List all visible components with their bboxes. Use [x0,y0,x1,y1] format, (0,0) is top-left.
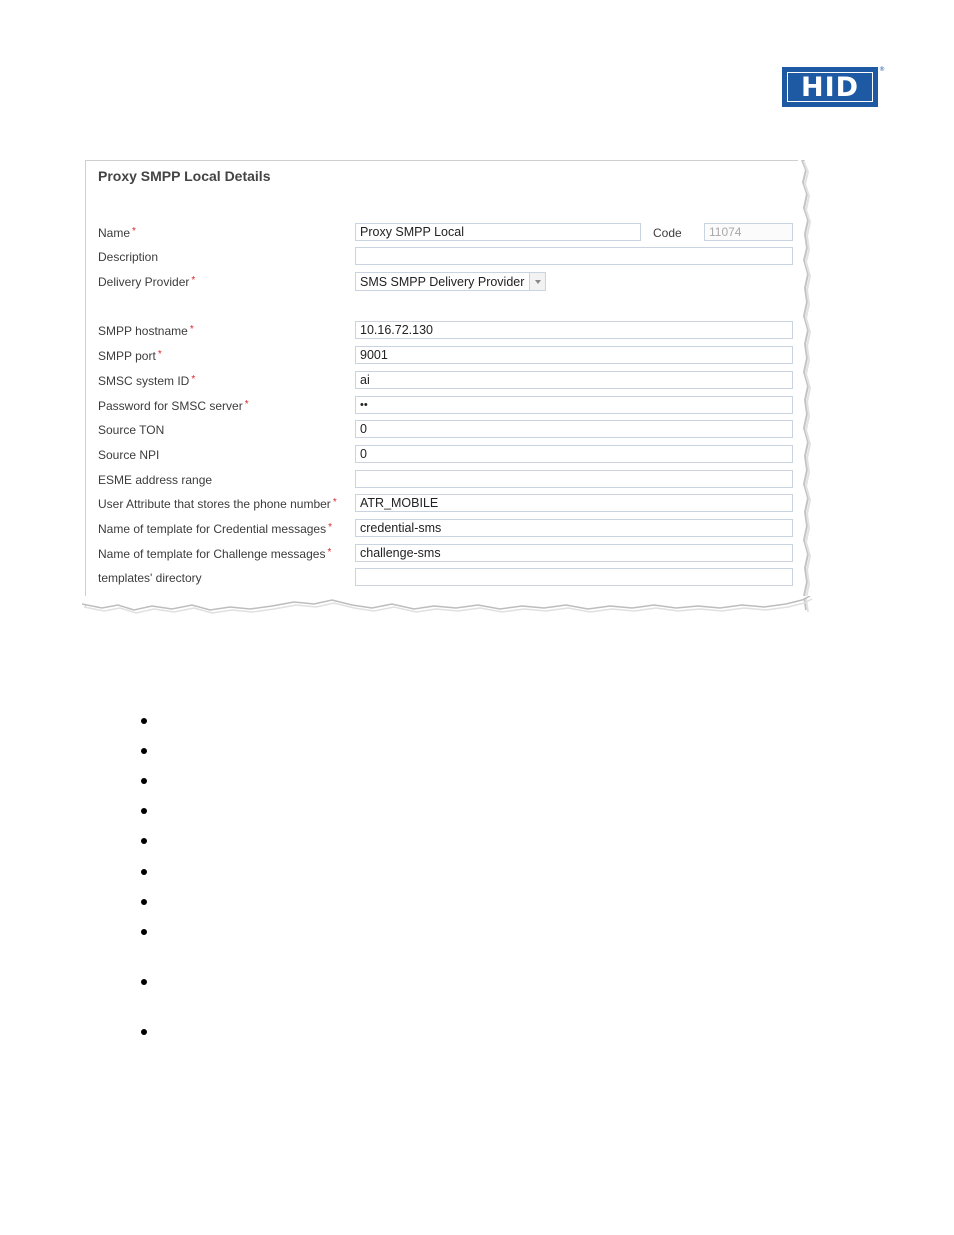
templates-directory-label: templates' directory [98,571,202,585]
panel-title: Proxy SMPP Local Details [98,168,271,184]
bullet-point [141,1029,147,1035]
proxy-smpp-details-panel [85,160,805,608]
logo-text: HID [800,71,860,103]
esme-address-range-field[interactable] [355,470,793,488]
required-mark: * [189,324,194,335]
row-smpp-port [86,346,806,366]
torn-edge-right [798,160,814,616]
smsc-password-label: Password for SMSC server * [98,399,249,413]
challenge-template-field[interactable]: challenge-sms [355,544,793,562]
smsc-system-id-field[interactable]: ai [355,371,793,389]
required-mark: * [244,399,249,410]
required-mark: * [327,547,332,558]
required-mark: * [332,497,337,508]
credential-template-field[interactable]: credential-sms [355,519,793,537]
torn-edge-bottom [82,596,814,618]
phone-attribute-label: User Attribute that stores the phone number * [98,497,337,511]
bullet-point [141,808,147,814]
required-mark: * [132,226,136,237]
phone-attribute-field[interactable]: ATR_MOBILE [355,494,793,512]
registered-mark: ® [879,66,885,73]
smsc-system-id-label: SMSC system ID * [98,374,196,388]
required-mark: * [191,275,196,286]
name-label: Name * [98,226,136,240]
row-delivery-provider [86,272,806,292]
delivery-provider-select[interactable] [355,272,546,291]
row-smsc-system-id [86,371,806,391]
bullet-point [141,979,147,985]
row-credential-template [86,519,806,539]
delivery-provider-value: SMS SMPP Delivery Provider [360,275,525,289]
row-source-ton [86,420,806,440]
row-challenge-template [86,544,806,564]
row-description [86,247,806,267]
row-esme-address-range [86,470,806,490]
row-templates-directory [86,568,806,588]
required-mark: * [191,374,196,385]
name-field[interactable]: Proxy SMPP Local [355,223,641,241]
templates-directory-field[interactable] [355,568,793,586]
row-phone-attribute [86,494,806,514]
bullet-point [141,869,147,875]
source-ton-field[interactable]: 0 [355,420,793,438]
smpp-port-field[interactable]: 9001 [355,346,793,364]
bullet-point [141,748,147,754]
required-mark: * [157,349,162,360]
code-label: Code [653,226,682,240]
source-npi-label: Source NPI [98,448,160,462]
description-label: Description [98,250,159,264]
smpp-hostname-label: SMPP hostname * [98,324,194,338]
esme-address-range-label: ESME address range [98,473,213,487]
code-field[interactable]: 11074 [704,223,793,241]
credential-template-label: Name of template for Credential messages * [98,522,333,536]
smpp-hostname-field[interactable]: 10.16.72.130 [355,321,793,339]
required-mark: * [328,522,333,533]
bullet-point [141,718,147,724]
smsc-password-field[interactable]: •• [355,396,793,414]
challenge-template-label: Name of template for Challenge messages * [98,547,332,561]
bullet-point [141,899,147,905]
bullet-point [141,838,147,844]
description-field[interactable] [355,247,793,265]
row-name [86,223,806,243]
delivery-provider-label: Delivery Provider * [98,275,196,289]
bullet-point [141,929,147,935]
row-source-npi [86,445,806,465]
source-ton-label: Source TON [98,423,165,437]
source-npi-field[interactable]: 0 [355,445,793,463]
row-smsc-password [86,396,806,416]
bullet-point [141,778,147,784]
chevron-down-icon[interactable] [529,273,545,290]
hid-logo [782,67,878,107]
row-smpp-hostname [86,321,806,341]
smpp-port-label: SMPP port * [98,349,162,363]
